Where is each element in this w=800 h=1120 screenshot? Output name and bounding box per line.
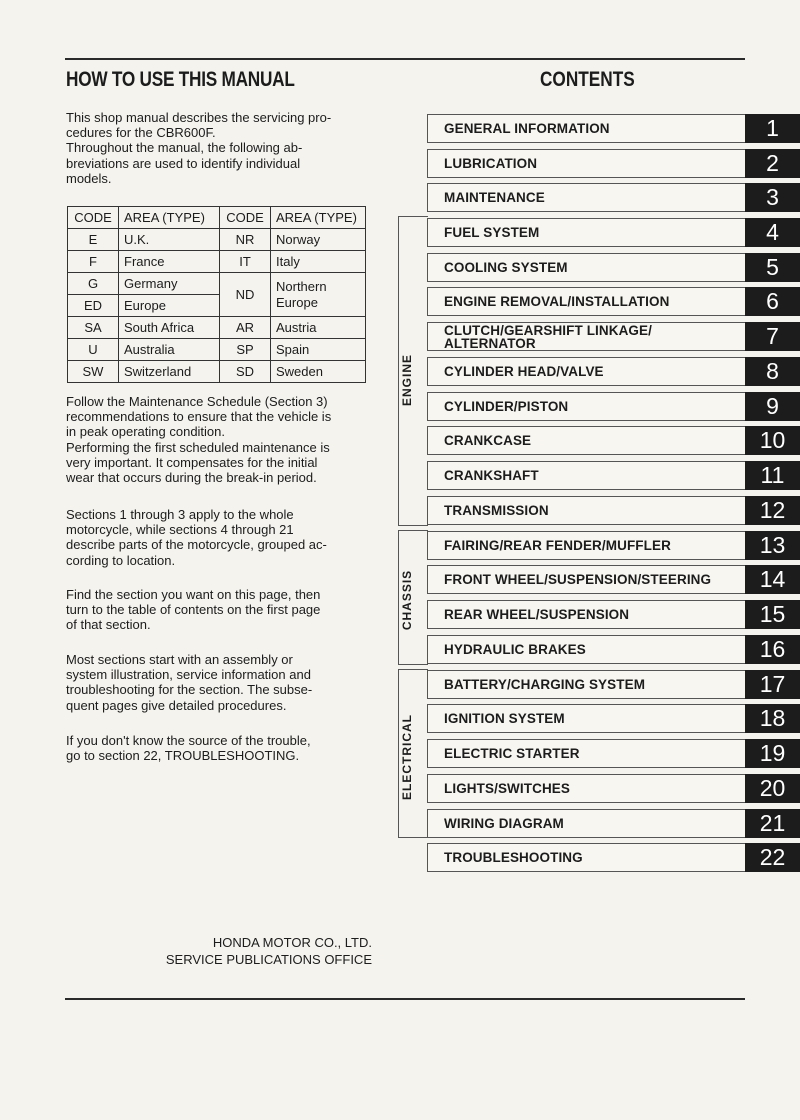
text-line: motorcycle, while sections 4 through 21	[66, 522, 294, 538]
text-line: Follow the Maintenance Schedule (Section 3)	[66, 394, 328, 409]
area-cell: Australia	[119, 339, 220, 361]
text-line: system illustration, service information and	[66, 667, 311, 683]
text-line: wear that occurs during the break-in period.	[66, 470, 317, 486]
area-cell: Europe	[119, 295, 220, 317]
section-tab-19[interactable]: 19	[745, 739, 800, 768]
text-line: troubleshooting for the section. The subse-	[66, 682, 313, 698]
engine-group-label: ENGINE	[400, 354, 414, 407]
bottom-rule	[65, 998, 745, 1000]
section-title: REAR WHEEL/SUSPENSION	[444, 607, 630, 622]
section-tab-10[interactable]: 10	[745, 426, 800, 455]
section-row-front-wheel[interactable]	[427, 565, 747, 594]
section-row-ignition-system[interactable]	[427, 704, 747, 733]
section-title: ELECTRIC STARTER	[444, 746, 580, 761]
area-cell	[271, 273, 366, 317]
section-row-fuel-system[interactable]	[427, 218, 747, 247]
column-header: CODE	[220, 207, 271, 229]
table-row	[68, 361, 366, 383]
section-tab-7[interactable]: 7	[745, 322, 800, 351]
column-header: AREA (TYPE)	[271, 207, 366, 229]
code-cell: SW	[68, 361, 119, 383]
section-row-crankcase[interactable]	[427, 426, 747, 455]
section-row-transmission[interactable]	[427, 496, 747, 525]
section-tab-8[interactable]: 8	[745, 357, 800, 386]
table-header-row	[68, 207, 366, 229]
area-cell: Sweden	[271, 361, 366, 383]
table-row	[68, 317, 366, 339]
area-cell: Germany	[119, 273, 220, 295]
section-row-cylinder-piston[interactable]	[427, 392, 747, 421]
text-line: Throughout the manual, the following ab-	[66, 140, 303, 156]
section-title: FUEL SYSTEM	[444, 225, 540, 240]
section-title: HYDRAULIC BRAKES	[444, 642, 586, 657]
area-line: Northern	[276, 278, 327, 294]
section-tab-12[interactable]: 12	[745, 496, 800, 525]
code-cell: G	[68, 273, 119, 295]
code-cell: IT	[220, 251, 271, 273]
section-tab-3[interactable]: 3	[745, 183, 800, 212]
text-line: recommendations to ensure that the vehicle is	[66, 409, 332, 425]
model-code-table	[67, 206, 366, 383]
text-line: cedures for the CBR600F.	[66, 125, 216, 141]
code-cell: ED	[68, 295, 119, 317]
section-tab-14[interactable]: 14	[745, 565, 800, 594]
text-line: If you don't know the source of the trouble,	[66, 733, 311, 748]
publisher-name: HONDA MOTOR CO., LTD.	[212, 935, 372, 950]
area-line: Europe	[276, 294, 318, 310]
section-title: FAIRING/REAR FENDER/MUFFLER	[444, 538, 671, 553]
section-tab-16[interactable]: 16	[745, 635, 800, 664]
section-title: CRANKCASE	[444, 433, 532, 448]
area-cell: Switzerland	[119, 361, 220, 383]
code-cell: ND	[220, 273, 271, 317]
section-tab-13[interactable]: 13	[745, 531, 800, 560]
area-cell: Norway	[271, 229, 366, 251]
section-row-lights-switches[interactable]	[427, 774, 747, 803]
section-tab-18[interactable]: 18	[745, 704, 800, 733]
area-cell: Italy	[271, 251, 366, 273]
area-cell: Spain	[271, 339, 366, 361]
code-cell: SA	[68, 317, 119, 339]
text-line: Most sections start with an assembly or	[66, 652, 293, 667]
electrical-group-label: ELECTRICAL	[400, 714, 414, 800]
text-line: models.	[66, 170, 112, 186]
code-cell: NR	[220, 229, 271, 251]
section-title: TROUBLESHOOTING	[444, 850, 583, 865]
section-title: COOLING SYSTEM	[444, 260, 568, 275]
code-cell: SP	[220, 339, 271, 361]
code-cell: F	[68, 251, 119, 273]
table-row	[68, 339, 366, 361]
section-row-troubleshooting[interactable]	[427, 843, 747, 872]
section-title	[444, 323, 652, 350]
text-line: of that section.	[66, 617, 151, 633]
section-row-rear-wheel[interactable]	[427, 600, 747, 629]
section-title: LUBRICATION	[444, 156, 538, 171]
section-tab-2[interactable]: 2	[745, 149, 800, 178]
text-line: This shop manual describes the servicing pro-	[66, 110, 332, 125]
contents-title: CONTENTS	[540, 68, 635, 91]
section-tab-11[interactable]: 11	[745, 461, 800, 490]
section-row-electric-starter[interactable]	[427, 739, 747, 768]
section-row-engine-removal[interactable]	[427, 287, 747, 316]
section-title: LIGHTS/SWITCHES	[444, 781, 570, 796]
text-line: turn to the table of contents on the first page	[66, 602, 321, 618]
section-title: ENGINE REMOVAL/INSTALLATION	[444, 294, 670, 309]
section-row-hydraulic-brakes[interactable]	[427, 635, 747, 664]
section-row-maintenance[interactable]	[427, 183, 747, 212]
troubleshooting-paragraph	[66, 733, 369, 763]
section-tab-4[interactable]: 4	[745, 218, 800, 247]
section-title: CRANKSHAFT	[444, 468, 539, 483]
top-rule	[65, 58, 745, 60]
section-tab-9[interactable]: 9	[745, 392, 800, 421]
section-title: FRONT WHEEL/SUSPENSION/STEERING	[444, 572, 712, 587]
structure-paragraph	[66, 652, 369, 713]
section-title: IGNITION SYSTEM	[444, 711, 565, 726]
section-row-cooling-system[interactable]	[427, 253, 747, 282]
text-line: breviations are used to identify individual	[66, 155, 301, 171]
section-row-crankshaft[interactable]	[427, 461, 747, 490]
code-cell: AR	[220, 317, 271, 339]
table-row	[68, 229, 366, 251]
publisher-office: SERVICE PUBLICATIONS OFFICE	[165, 952, 372, 967]
text-line: in peak operating condition.	[66, 424, 226, 440]
text-line: Find the section you want on this page, then	[66, 587, 321, 602]
section-row-battery-charging[interactable]	[427, 670, 747, 699]
section-row-lubrication[interactable]	[427, 149, 747, 178]
code-cell: SD	[220, 361, 271, 383]
area-cell: France	[119, 251, 220, 273]
section-title: MAINTENANCE	[444, 190, 545, 205]
section-row-clutch-gearshift[interactable]	[427, 322, 747, 351]
area-cell: Austria	[271, 317, 366, 339]
code-cell: U	[68, 339, 119, 361]
section-title: TRANSMISSION	[444, 503, 549, 518]
section-title: GENERAL INFORMATION	[444, 121, 610, 136]
area-cell: U.K.	[119, 229, 220, 251]
text-line: go to section 22, TROUBLESHOOTING.	[66, 748, 300, 764]
text-line: describe parts of the motorcycle, grouped ac-	[66, 537, 327, 553]
sections-paragraph	[66, 507, 369, 568]
maintenance-paragraph	[66, 394, 369, 485]
table-row	[68, 251, 366, 273]
text-line: Performing the first scheduled maintenance is	[66, 439, 330, 455]
section-title: CYLINDER/PISTON	[444, 399, 569, 414]
text-line: cording to location.	[66, 552, 176, 568]
section-tab-15[interactable]: 15	[745, 600, 800, 629]
find-section-paragraph	[66, 587, 369, 633]
section-title-line: CLUTCH/GEARSHIFT LINKAGE/	[444, 322, 652, 338]
section-title: BATTERY/CHARGING SYSTEM	[444, 677, 646, 692]
section-tab-1[interactable]: 1	[745, 114, 800, 143]
column-header: CODE	[68, 207, 119, 229]
section-title: WIRING DIAGRAM	[444, 816, 564, 831]
chassis-group-label: CHASSIS	[400, 569, 414, 631]
section-title-line: ALTERNATOR	[444, 335, 536, 351]
column-header: AREA (TYPE)	[119, 207, 220, 229]
text-line: very important. It compensates for the initial	[66, 454, 318, 470]
section-tab-6[interactable]: 6	[745, 287, 800, 316]
section-row-fairing[interactable]	[427, 531, 747, 560]
table-row	[68, 273, 366, 295]
section-title: CYLINDER HEAD/VALVE	[444, 364, 604, 379]
code-cell: E	[68, 229, 119, 251]
section-tab-5[interactable]: 5	[745, 253, 800, 282]
section-row-cylinder-head[interactable]	[427, 357, 747, 386]
area-cell: South Africa	[119, 317, 220, 339]
text-line: quent pages give detailed procedures.	[66, 697, 287, 713]
page-title: HOW TO USE THIS MANUAL	[66, 68, 295, 91]
section-tab-22[interactable]: 22	[745, 843, 800, 872]
section-row-wiring-diagram[interactable]	[427, 809, 747, 838]
section-row-general-information[interactable]	[427, 114, 747, 143]
intro-paragraph	[66, 110, 369, 186]
section-tab-21[interactable]: 21	[745, 809, 800, 838]
section-tab-20[interactable]: 20	[745, 774, 800, 803]
text-line: Sections 1 through 3 apply to the whole	[66, 507, 294, 522]
section-tab-17[interactable]: 17	[745, 670, 800, 699]
